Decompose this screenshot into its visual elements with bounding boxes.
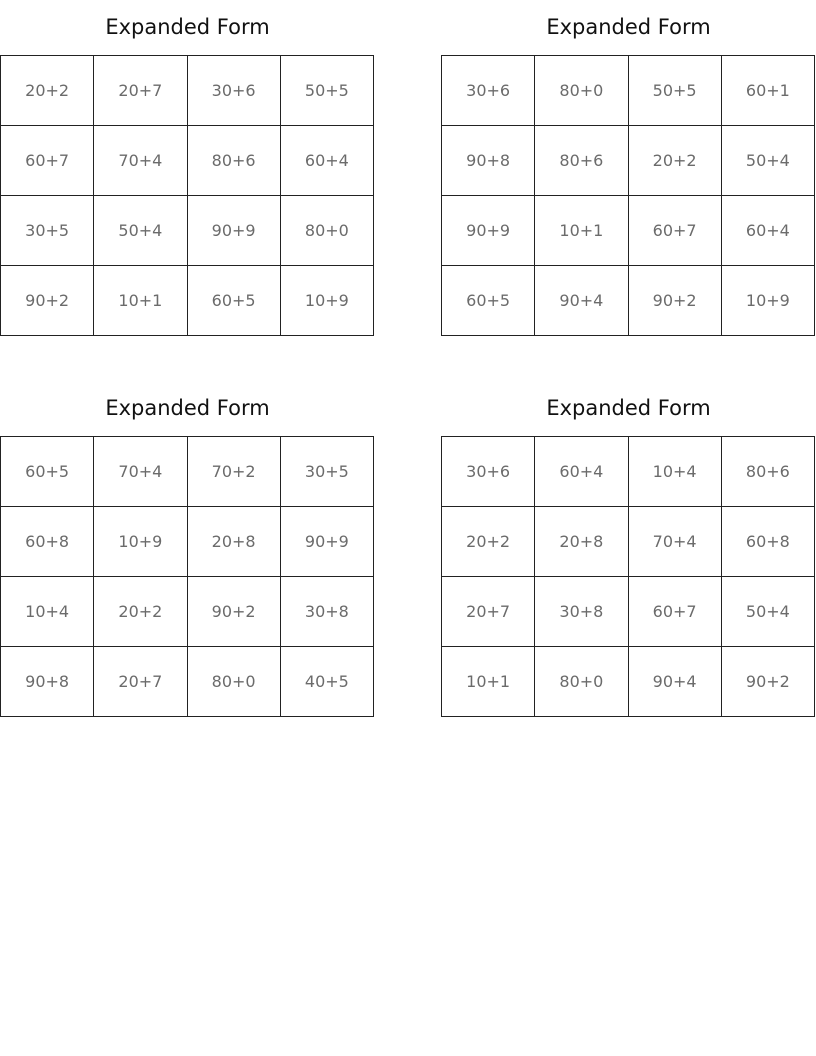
bingo-card-4 [441, 393, 816, 691]
grid-cell: 50+4 [94, 196, 187, 266]
grid-cell: 10+4 [1, 577, 94, 647]
grid-cell: 90+2 [722, 647, 815, 717]
grid-cell: 10+1 [94, 266, 187, 336]
grid-cell: 20+8 [188, 507, 281, 577]
grid-cell: 60+7 [629, 577, 722, 647]
grid-cell: 80+0 [535, 56, 628, 126]
grid-cell: 60+4 [281, 126, 374, 196]
grid-cell: 90+9 [281, 507, 374, 577]
bingo-card-1 [0, 12, 375, 310]
grid-cell: 30+5 [281, 437, 374, 507]
grid-cell: 90+4 [629, 647, 722, 717]
card-title: Expanded Form [105, 396, 270, 420]
bingo-card-2 [441, 12, 816, 310]
grid-cell: 20+8 [535, 507, 628, 577]
grid-cell: 60+4 [722, 196, 815, 266]
grid-cell: 50+5 [629, 56, 722, 126]
grid-cell: 60+7 [1, 126, 94, 196]
grid-cell: 70+4 [629, 507, 722, 577]
grid-cell: 10+1 [442, 647, 535, 717]
card-grid [441, 436, 815, 717]
grid-cell: 30+8 [535, 577, 628, 647]
grid-cell: 70+4 [94, 126, 187, 196]
grid-cell: 20+2 [629, 126, 722, 196]
grid-cell: 90+9 [188, 196, 281, 266]
grid-cell: 20+7 [94, 56, 187, 126]
grid-cell: 20+2 [442, 507, 535, 577]
card-grid [441, 55, 815, 336]
grid-cell: 10+1 [535, 196, 628, 266]
grid-cell: 70+2 [188, 437, 281, 507]
grid-cell: 70+4 [94, 437, 187, 507]
grid-cell: 60+5 [1, 437, 94, 507]
grid-cell: 10+9 [722, 266, 815, 336]
grid-cell: 50+4 [722, 577, 815, 647]
card-grid [0, 55, 374, 336]
grid-cell: 80+6 [722, 437, 815, 507]
card-grid [0, 436, 374, 717]
grid-cell: 20+7 [442, 577, 535, 647]
grid-cell: 30+6 [188, 56, 281, 126]
grid-cell: 60+1 [722, 56, 815, 126]
grid-cell: 10+4 [629, 437, 722, 507]
grid-cell: 90+9 [442, 196, 535, 266]
grid-cell: 20+2 [94, 577, 187, 647]
grid-cell: 30+6 [442, 437, 535, 507]
card-title: Expanded Form [546, 396, 711, 420]
grid-cell: 10+9 [281, 266, 374, 336]
grid-cell: 30+8 [281, 577, 374, 647]
grid-cell: 50+5 [281, 56, 374, 126]
grid-cell: 20+2 [1, 56, 94, 126]
grid-cell: 80+6 [188, 126, 281, 196]
grid-cell: 90+2 [629, 266, 722, 336]
card-title: Expanded Form [546, 15, 711, 39]
grid-cell: 60+5 [442, 266, 535, 336]
grid-cell: 80+0 [535, 647, 628, 717]
grid-cell: 80+0 [281, 196, 374, 266]
grid-cell: 90+4 [535, 266, 628, 336]
grid-cell: 90+2 [188, 577, 281, 647]
grid-cell: 60+8 [722, 507, 815, 577]
grid-cell: 60+4 [535, 437, 628, 507]
grid-cell: 90+8 [442, 126, 535, 196]
grid-cell: 80+6 [535, 126, 628, 196]
grid-cell: 50+4 [722, 126, 815, 196]
grid-cell: 30+6 [442, 56, 535, 126]
bingo-card-3 [0, 393, 375, 691]
grid-cell: 60+7 [629, 196, 722, 266]
grid-cell: 60+5 [188, 266, 281, 336]
grid-cell: 80+0 [188, 647, 281, 717]
grid-cell: 10+9 [94, 507, 187, 577]
grid-cell: 90+8 [1, 647, 94, 717]
grid-cell: 40+5 [281, 647, 374, 717]
grid-cell: 20+7 [94, 647, 187, 717]
card-title: Expanded Form [105, 15, 270, 39]
grid-cell: 30+5 [1, 196, 94, 266]
grid-cell: 60+8 [1, 507, 94, 577]
grid-cell: 90+2 [1, 266, 94, 336]
